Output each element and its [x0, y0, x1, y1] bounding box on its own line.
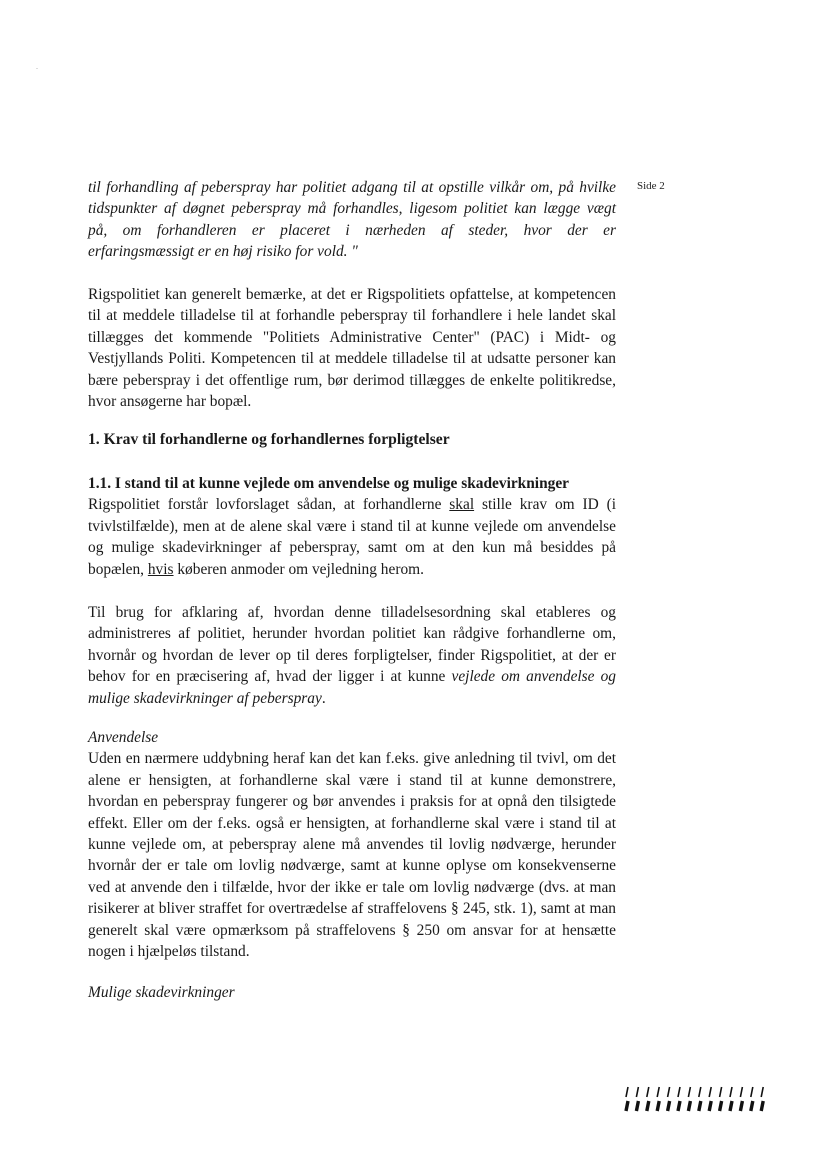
subheading-anvendelse: Anvendelse: [88, 729, 159, 746]
barcode-bar: [720, 1101, 722, 1111]
barcode-bar: [636, 1101, 638, 1111]
text-run: køberen anmoder om vejledning herom.: [173, 560, 424, 578]
section-anvendelse: [88, 727, 616, 962]
underlined-word: hvis: [147, 560, 174, 578]
barcode-bar: [730, 1087, 732, 1097]
barcode-bar: [761, 1087, 763, 1097]
barcode-bar: [688, 1087, 690, 1097]
barcode-bar: [751, 1101, 753, 1111]
paragraph-competence: Rigspolitiet kan generelt bemærke, at det er Rigspolitiets opfattelse, at kompetencen til at meddele tilladelse til at forhandle peberspray til forhandlere i hele landet skal tillægges det kommende "Politiets Administrative Center" (PAC) i Midt- og Vestjyllands Politi. Kompetencen til at meddele tilladelse til at udsatte personer kan bære peberspray i det offentlige rum, bør derimod tillægges de enkelte politikredse, hvor ansøgerne har bopæl.: [88, 286, 616, 411]
text-run: Til brug for afklaring af, hvordan denne tilladelsesordning skal etableres og administreres af politiet, herunder hvordan politiet kan rådgive forhandlerne om, hvornår og hvordan de lever op til deres forpligtelser, finder Rigspolitiet, at der er behov for en præcisering af, hvad der ligger i at kunne: [88, 604, 616, 686]
barcode-bar: [740, 1087, 742, 1097]
italic-phrase: vejlede om anvendelse og mulige skadevirkninger af peberspray: [88, 668, 617, 707]
barcode-bar: [626, 1101, 628, 1111]
paragraph-anvendelse: Uden en nærmere uddybning heraf kan det kan f.eks. give anledning til tvivl, om det alene er hensigten, at forhandlerne skal være i stand til at kunne demonstrere, hvordan en peberspray fungerer og bør anvendes i praksis for at opnå den tilsigtede effekt. Eller om der f.eks. også er hensigten, at forhandlerne skal være i stand til at kunne vejlede om, at peberspray alene må anvendes til lovlig nødværge, herunder hvornår der er tale om lovlig nødværge, samt at kunne oplyse om konsekvenserne ved at anvende den i tilfælde, hvor der ikke er tale om lovlig nødværge (dvs. at man risikerer at bliver straffet for overtrædelse af straffelovens § 245, stk. 1), samt at man generelt skal være opmærksom på straffelovens § 250 om ansvar for at hensætte nogen i hjælpeløs tilstand.: [88, 750, 616, 961]
barcode-bar: [709, 1087, 711, 1097]
barcode-bar: [688, 1101, 690, 1111]
quote-line: til forhandling af peberspray har politiet adgang til at opstille vilkår om, på hvilke: [88, 179, 616, 196]
quote-line: tidspunkter af døgnet peberspray må forhandles, ligesom politiet kan lægge vægt: [88, 200, 616, 218]
text-run: Rigspolitiet forstår lovforslaget sådan, at forhandlerne: [88, 496, 450, 514]
barcode-bar: [626, 1087, 628, 1097]
quote-block: [88, 177, 616, 263]
section-heading-1: 1. Krav til forhandlerne og forhandlernes forpligtelser: [88, 431, 450, 448]
barcode-bar: [751, 1087, 753, 1097]
barcode-bar: [699, 1087, 701, 1097]
barcode-bar: [668, 1101, 670, 1111]
barcode-bar: [678, 1101, 680, 1111]
barcode-bar: [761, 1101, 763, 1111]
paragraph-afklaring: [88, 602, 616, 709]
barcode-bar: [647, 1101, 649, 1111]
barcode-bar: [657, 1101, 659, 1111]
text-run: .: [321, 689, 326, 707]
barcode-bar: [709, 1101, 711, 1111]
page-number: Side 2: [637, 180, 665, 192]
barcode-bar: [668, 1087, 670, 1097]
paragraph-vejledning: [88, 494, 616, 580]
quote-line: erfaringsmæssigt er en høj risiko for vold. ": [88, 243, 358, 261]
barcode-bar: [657, 1087, 659, 1097]
section-heading-1-1: 1.1. I stand til at kunne vejlede om anvendelse og mulige skadevirkninger: [88, 475, 569, 492]
scan-speck: [36, 68, 38, 69]
barcode-bar: [647, 1087, 649, 1097]
barcode-bar: [699, 1101, 701, 1111]
barcode-bar: [730, 1101, 732, 1111]
subheading-mulige-skadevirkninger: Mulige skadevirkninger: [88, 984, 235, 1001]
barcode-bar: [636, 1087, 638, 1097]
barcode-icon: [622, 1086, 770, 1112]
barcode-bar: [740, 1101, 742, 1111]
text-run: stille krav om ID (i tvivlstilfælde), men at de alene skal være i stand til at kunne vejlede om anvendelse og mulige skadevirkninger af peberspray, samt om at den kun må besiddes på bopælen,: [88, 496, 616, 578]
barcode-bar: [678, 1087, 680, 1097]
section-1-1: [88, 473, 616, 580]
quote-line: på, om forhandleren er placeret i nærheden af steder, hvor der er: [88, 221, 616, 239]
barcode-bar: [720, 1087, 722, 1097]
underlined-word: skal: [449, 496, 475, 514]
